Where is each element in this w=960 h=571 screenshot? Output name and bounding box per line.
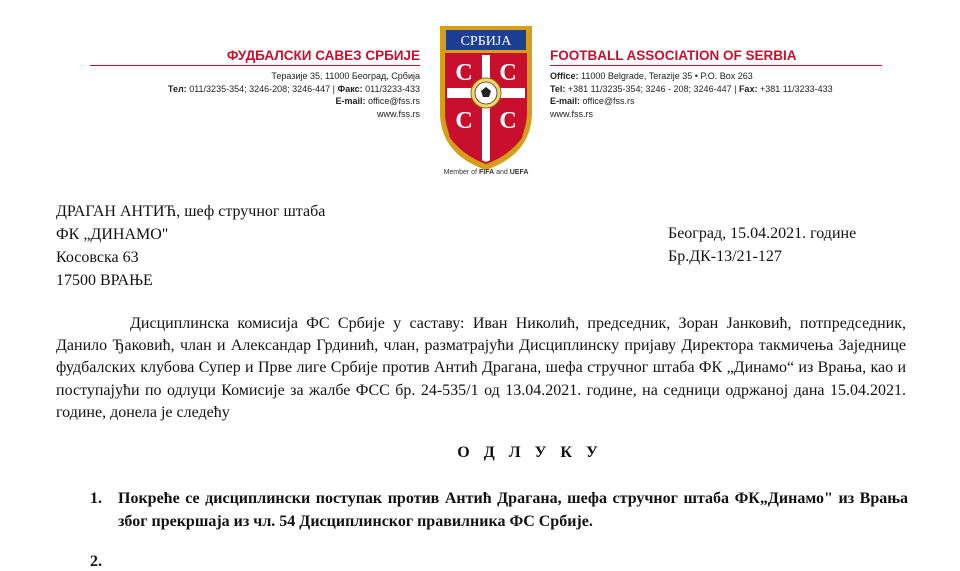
office-value: 11000 Belgrade, Terazije 35 • P.O. Box 263 xyxy=(581,71,753,81)
tel-label-en: Tel: xyxy=(550,83,566,94)
address-serbian: Теразије 35, 11000 Београд, Србија xyxy=(271,71,420,81)
svg-text:C: C xyxy=(455,60,473,86)
member-uefa: UEFA xyxy=(509,169,529,176)
office-english xyxy=(550,70,910,83)
fss-crest-logo xyxy=(436,24,536,172)
phone-fax-english: Tel: +381 11/3235-354; 3246 - 208; 3246-447 | Fax: +381 11/3233-433 xyxy=(550,83,833,94)
document-meta xyxy=(668,222,856,268)
fax-value-en: +381 11/3233-433 xyxy=(759,83,833,94)
recipient-address xyxy=(56,200,325,292)
org-name-serbian: ФУДБАЛСКИ САВЕЗ СРБИЈЕ xyxy=(226,48,420,63)
header-right-contact xyxy=(550,48,910,120)
decision-item-text: Покреће се дисциплински поступак против Антић Драгана, шефа стручног штаба ФК„Динамо" из Врања због прекршаја из чл. 54 Дисциплинског правилника ФС Србије. xyxy=(118,490,908,530)
recipient-line-1: ДРАГАН АНТИЋ, шеф стручног штаба xyxy=(56,203,326,220)
recipient-line-2: ФК „ДИНАМО" xyxy=(56,226,169,243)
decision-item-2 xyxy=(90,553,908,571)
document-date: Београд, 15.04.2021. године xyxy=(668,225,857,242)
email-link-en[interactable]: office@fss.rs xyxy=(582,96,635,106)
decision-item-number: 1. xyxy=(90,490,102,507)
member-and: and xyxy=(496,169,508,176)
tel-value-en: +381 11/3235-354; 3246 - 208; 3246-447 xyxy=(567,83,732,94)
fax-value: 011/3233-433 xyxy=(365,83,420,94)
header-divider-right xyxy=(550,65,882,66)
crest-banner: СРБИЈА xyxy=(460,34,512,49)
decision-item-number-2: 2. xyxy=(90,553,102,570)
document-number: Бр.ДК-13/21-127 xyxy=(668,248,782,265)
tel-label: Тел: xyxy=(167,83,187,94)
phone-fax-serbian: Тел: 011/3235-354; 3246-208; 3246-447 | Факс: 011/3233-433 xyxy=(167,83,420,94)
member-fifa: FIFA xyxy=(478,169,495,176)
office-label: Office: xyxy=(550,71,579,81)
email-label-en: E-mail: xyxy=(550,96,581,106)
body-paragraph: Дисциплинска комисија ФС Србије у саставу: Иван Николић, председник, Зоран Јанковић, потпредседник, Данило Ђаковић, члан и Александар Грдинић, члан, разматрајући Дисциплинску пријаву Директора такмичења Заједнице фудбалских клубова Супер и Прве лиге Србије против Антић Драгана, шефа стручног штаба ФК „Динамо“ из Врања, као и поступајући по одлуци Комисије за жалбе ФСС бр. 24-535/1 од 13.04.2021. године, на седници одржаној дана 15.04.2021. године, донела је следећу xyxy=(56,315,906,421)
svg-text:C: C xyxy=(499,108,517,134)
email-label: E-mail: xyxy=(335,96,366,106)
svg-text:C: C xyxy=(499,60,517,86)
org-name-english: FOOTBALL ASSOCIATION OF SERBIA xyxy=(550,48,797,63)
email-serbian xyxy=(90,95,420,108)
email-english xyxy=(550,95,910,108)
member-prefix: Member of xyxy=(443,169,478,176)
svg-text:C: C xyxy=(455,108,473,134)
recipient-line-4: 17500 ВРАЊЕ xyxy=(56,272,153,289)
tel-value: 011/3235-354; 3246-208; 3246-447 xyxy=(189,83,331,94)
header-divider-left xyxy=(90,65,420,66)
recipient-line-3: Косовска 63 xyxy=(56,249,139,266)
decision-item-1 xyxy=(90,488,908,533)
member-of-fifa-uefa xyxy=(430,169,542,176)
web-link-serbian[interactable]: www.fss.rs xyxy=(376,108,420,119)
decision-title: О Д Л У К У xyxy=(457,444,603,461)
header-left-contact xyxy=(90,48,420,120)
fax-label: Факс: xyxy=(337,83,363,94)
web-link-english[interactable]: www.fss.rs xyxy=(550,108,594,119)
fax-label-en: Fax: xyxy=(738,83,758,94)
email-link[interactable]: office@fss.rs xyxy=(368,96,420,106)
